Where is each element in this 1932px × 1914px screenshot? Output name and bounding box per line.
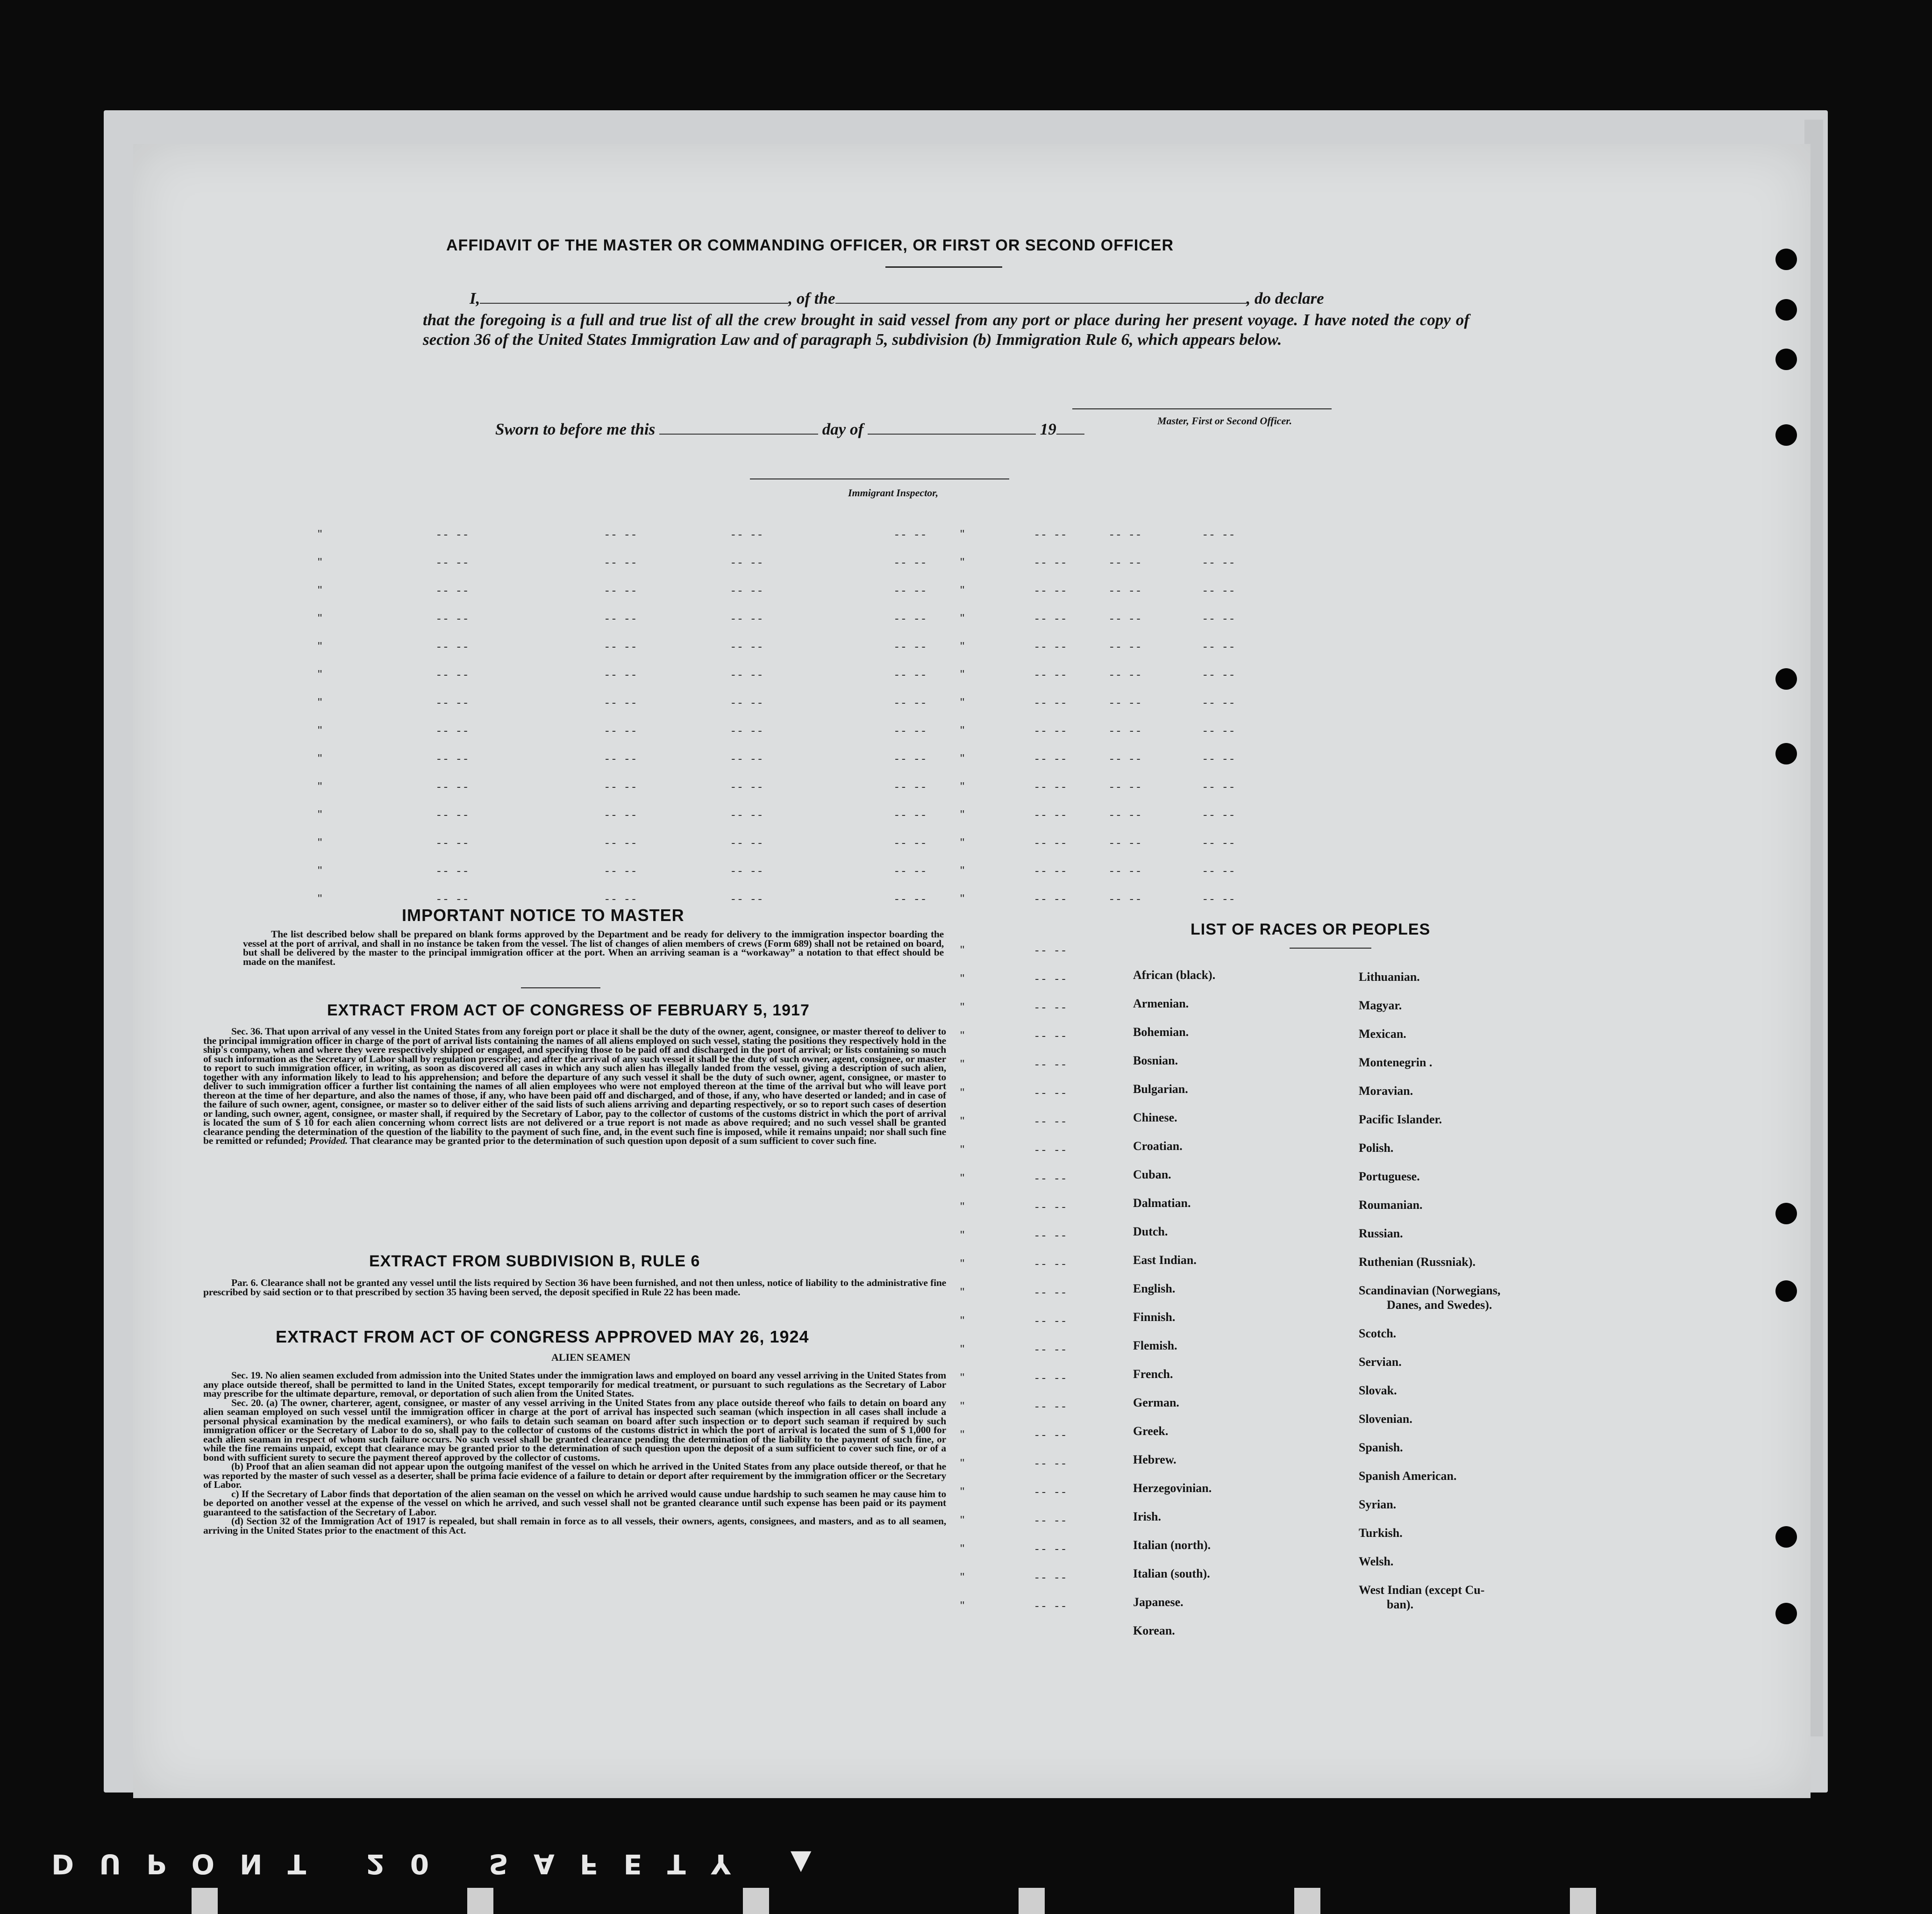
ditto-mark: " bbox=[960, 583, 968, 597]
race-item: African (black). bbox=[1133, 968, 1216, 982]
extract-1917-title: EXTRACT FROM ACT OF CONGRESS OF FEBRUARY 5, 1917 bbox=[327, 1001, 810, 1019]
ditto-mark: -- -- bbox=[1110, 667, 1143, 681]
race-item: Dutch. bbox=[1133, 1225, 1168, 1238]
race-item: Syrian. bbox=[1359, 1498, 1397, 1511]
ditto-mark: -- -- bbox=[1110, 723, 1143, 737]
ditto-mark: -- -- bbox=[1035, 1570, 1069, 1584]
alien-seamen-subtitle: ALIEN SEAMEN bbox=[551, 1351, 631, 1363]
race-item: Moravian. bbox=[1359, 1084, 1413, 1098]
notice-text-body: The list described below shall be prepared on blank forms approved by the Department and be ready for delivery to the immigration inspector boarding the vessel at the port of arrival, and shall in no instance be taken from the vessel. The list of changes of alien members of crews (Form 689) shall not be retained on board, but shall be delivered by the master to the principal immigration officer at the port. When an arriving seaman is a “workaway” a notation to that effect should be made on the manifest. bbox=[243, 928, 944, 967]
film-sprocket bbox=[1570, 1888, 1596, 1914]
affidavit-declare: , do declare bbox=[1246, 289, 1324, 307]
ditto-mark: -- -- bbox=[1035, 1114, 1069, 1128]
race-item: Polish. bbox=[1359, 1141, 1394, 1155]
ditto-mark: -- -- bbox=[1110, 527, 1143, 541]
ditto-mark: " bbox=[318, 779, 325, 793]
race-item: Welsh. bbox=[1359, 1555, 1394, 1568]
ditto-mark: -- -- bbox=[1035, 807, 1069, 821]
vessel-field[interactable] bbox=[835, 303, 1247, 304]
film-sprocket bbox=[743, 1888, 769, 1914]
ditto-mark: -- -- bbox=[895, 751, 928, 765]
ditto-mark: -- -- bbox=[437, 892, 471, 906]
ditto-mark: -- -- bbox=[437, 667, 471, 681]
extract-1924-text bbox=[203, 1371, 946, 1535]
ditto-mark: -- -- bbox=[1203, 723, 1237, 737]
ditto-mark: -- -- bbox=[1110, 836, 1143, 850]
ditto-mark: -- -- bbox=[1035, 864, 1069, 878]
ditto-mark: -- -- bbox=[731, 639, 765, 653]
year-prefix: 19 bbox=[1040, 420, 1056, 438]
punch-hole bbox=[1775, 299, 1797, 321]
notice-text bbox=[243, 930, 944, 966]
ditto-mark: -- -- bbox=[1035, 1143, 1069, 1157]
ditto-mark: " bbox=[960, 807, 968, 821]
par6-text: Clearance shall not be granted any vessel until the lists required by Section 36 have been furnished, and not then unless, notice of liability to the administrative fine prescribed by said section or to that prescribed by section 35 having been served, the deposit specified in Rule 22 has been made. bbox=[203, 1277, 946, 1298]
ditto-mark: -- -- bbox=[895, 667, 928, 681]
ditto-mark: -- -- bbox=[1035, 892, 1069, 906]
sec20d-text bbox=[203, 1517, 946, 1535]
ditto-mark: -- -- bbox=[1035, 1399, 1069, 1413]
race-item: Finnish. bbox=[1133, 1310, 1176, 1324]
ditto-mark: -- -- bbox=[437, 723, 471, 737]
ditto-mark: " bbox=[960, 1028, 968, 1043]
ditto-mark: -- -- bbox=[605, 836, 639, 850]
ditto-mark: -- -- bbox=[1035, 1342, 1069, 1356]
punch-hole bbox=[1775, 1603, 1797, 1624]
ditto-mark: -- -- bbox=[1110, 779, 1143, 793]
ditto-mark: -- -- bbox=[895, 695, 928, 709]
film-sprocket bbox=[1019, 1888, 1045, 1914]
ditto-mark: " bbox=[960, 1171, 968, 1185]
ditto-mark: " bbox=[960, 1513, 968, 1527]
race-item: English. bbox=[1133, 1282, 1176, 1295]
affidavit-title-rule bbox=[885, 266, 1002, 268]
ditto-mark: -- -- bbox=[1035, 555, 1069, 569]
ditto-mark: -- -- bbox=[1035, 639, 1069, 653]
ditto-mark: -- -- bbox=[1203, 583, 1237, 597]
ditto-mark: -- -- bbox=[895, 527, 928, 541]
race-item: Danes, and Swedes). bbox=[1387, 1298, 1492, 1312]
race-item: Flemish. bbox=[1133, 1339, 1177, 1352]
ditto-mark: -- -- bbox=[1035, 779, 1069, 793]
ditto-mark: " bbox=[960, 1000, 968, 1014]
ditto-mark: -- -- bbox=[731, 751, 765, 765]
race-item: Croatian. bbox=[1133, 1139, 1183, 1153]
ditto-mark: -- -- bbox=[1035, 1171, 1069, 1185]
ditto-mark: " bbox=[960, 611, 968, 625]
signature-line bbox=[1072, 408, 1332, 409]
ditto-mark: -- -- bbox=[605, 695, 639, 709]
ditto-mark: " bbox=[960, 1428, 968, 1442]
ditto-mark: -- -- bbox=[1035, 1228, 1069, 1242]
punch-hole bbox=[1775, 1526, 1797, 1548]
ditto-mark: -- -- bbox=[1203, 751, 1237, 765]
ditto-mark: " bbox=[960, 751, 968, 765]
ditto-mark: " bbox=[960, 779, 968, 793]
races-left-column bbox=[1133, 961, 1215, 1645]
ditto-mark: -- -- bbox=[895, 583, 928, 597]
extract-1917-text bbox=[203, 1027, 946, 1146]
ditto-mark: -- -- bbox=[1203, 836, 1237, 850]
ditto-mark: -- -- bbox=[1203, 611, 1237, 625]
ditto-mark: -- -- bbox=[895, 836, 928, 850]
ditto-mark: -- -- bbox=[1110, 639, 1143, 653]
ditto-mark: " bbox=[318, 751, 325, 765]
sec36-label: Sec. 36. bbox=[231, 1026, 263, 1037]
ditto-mark: -- -- bbox=[1110, 583, 1143, 597]
race-item: Chinese. bbox=[1133, 1111, 1177, 1124]
ditto-mark: " bbox=[960, 1485, 968, 1499]
sworn-day-field[interactable] bbox=[659, 434, 818, 435]
ditto-mark: -- -- bbox=[1203, 555, 1237, 569]
ditto-mark: -- -- bbox=[1203, 807, 1237, 821]
ditto-mark: -- -- bbox=[605, 611, 639, 625]
race-item: Bulgarian. bbox=[1133, 1082, 1188, 1096]
ditto-mark: " bbox=[960, 1086, 968, 1100]
race-item: Pacific Islander. bbox=[1359, 1113, 1442, 1126]
sec36-text-end: That clearance may be granted prior to the determination of such question upon deposit of a sum sufficient to cover such fine. bbox=[349, 1135, 877, 1146]
ditto-mark: -- -- bbox=[1110, 892, 1143, 906]
race-item: Irish. bbox=[1133, 1510, 1161, 1523]
notice-rule bbox=[521, 987, 600, 988]
ditto-mark: -- -- bbox=[895, 807, 928, 821]
ditto-mark: " bbox=[318, 836, 325, 850]
ditto-mark: " bbox=[960, 555, 968, 569]
subdivision-b-text bbox=[203, 1278, 946, 1297]
punch-hole bbox=[1775, 743, 1797, 764]
ditto-mark: -- -- bbox=[1203, 779, 1237, 793]
ditto-mark: -- -- bbox=[1035, 751, 1069, 765]
ditto-mark: -- -- bbox=[1035, 1200, 1069, 1214]
ditto-mark: -- -- bbox=[1035, 695, 1069, 709]
race-item: West Indian (except Cu- bbox=[1359, 1583, 1485, 1597]
race-item: Roumanian. bbox=[1359, 1198, 1423, 1212]
race-item: Spanish. bbox=[1359, 1441, 1403, 1454]
race-item: Armenian. bbox=[1133, 997, 1189, 1010]
ditto-mark: " bbox=[318, 583, 325, 597]
sec20b-text bbox=[203, 1462, 946, 1490]
race-item: Magyar. bbox=[1359, 999, 1402, 1012]
ditto-mark: " bbox=[960, 639, 968, 653]
race-item: Scotch. bbox=[1359, 1327, 1397, 1340]
ditto-mark: -- -- bbox=[1035, 611, 1069, 625]
ditto-mark: -- -- bbox=[1110, 611, 1143, 625]
ditto-mark: -- -- bbox=[1035, 1086, 1069, 1100]
ditto-mark: " bbox=[960, 1285, 968, 1299]
sec19-text bbox=[203, 1371, 946, 1399]
affidavit-body: that the foregoing is a full and true list of all the crew brought in said vessel from any port or place during her present voyage. I have noted the copy of section 36 of the United States Immigration Law and of paragraph 5, subdivision (b) Immigration Rule 6, which appears below. bbox=[423, 311, 1469, 349]
ditto-mark: -- -- bbox=[605, 779, 639, 793]
ditto-mark: -- -- bbox=[731, 807, 765, 821]
ditto-mark: -- -- bbox=[1035, 723, 1069, 737]
ditto-mark: " bbox=[960, 695, 968, 709]
sec20d-body: (d) Section 32 of the Immigration Act of 1917 is repealed, but shall remain in force as to all vessels, their owners, agents, consignees, and masters, and as to all seamen, arriving in the United States prior to the enactment of this Act. bbox=[203, 1515, 946, 1536]
ditto-mark: -- -- bbox=[437, 583, 471, 597]
ditto-mark: -- -- bbox=[731, 723, 765, 737]
ditto-mark: -- -- bbox=[895, 864, 928, 878]
races-title: LIST OF RACES OR PEOPLES bbox=[1191, 921, 1431, 938]
ditto-mark: -- -- bbox=[1035, 1257, 1069, 1271]
ditto-mark: " bbox=[960, 971, 968, 986]
ditto-mark: -- -- bbox=[1110, 751, 1143, 765]
ditto-mark: -- -- bbox=[605, 555, 639, 569]
ditto-mark: " bbox=[960, 1456, 968, 1470]
sworn-line bbox=[495, 420, 1084, 439]
inspector-label: Immigrant Inspector, bbox=[848, 487, 939, 499]
race-item: Slovak. bbox=[1359, 1384, 1397, 1397]
ditto-mark: " bbox=[318, 892, 325, 906]
ditto-mark: -- -- bbox=[605, 892, 639, 906]
ditto-mark: -- -- bbox=[1035, 667, 1069, 681]
punch-hole bbox=[1775, 424, 1797, 446]
ditto-mark: -- -- bbox=[1203, 695, 1237, 709]
ditto-mark: -- -- bbox=[1110, 695, 1143, 709]
ditto-mark: -- -- bbox=[605, 583, 639, 597]
ditto-mark: -- -- bbox=[1035, 1314, 1069, 1328]
ditto-mark: -- -- bbox=[895, 639, 928, 653]
ditto-mark: " bbox=[318, 807, 325, 821]
ditto-mark: " bbox=[960, 1342, 968, 1356]
race-item: Mexican. bbox=[1359, 1027, 1406, 1041]
ditto-mark: -- -- bbox=[437, 611, 471, 625]
ditto-mark: -- -- bbox=[895, 892, 928, 906]
ditto-mark: -- -- bbox=[731, 611, 765, 625]
notice-title: IMPORTANT NOTICE TO MASTER bbox=[402, 906, 684, 925]
ditto-mark: " bbox=[960, 1542, 968, 1556]
film-sprocket bbox=[192, 1888, 218, 1914]
ditto-mark: " bbox=[960, 1599, 968, 1613]
ditto-mark: -- -- bbox=[437, 527, 471, 541]
document-page bbox=[133, 144, 1811, 1798]
ditto-mark: " bbox=[318, 723, 325, 737]
ditto-mark: -- -- bbox=[437, 836, 471, 850]
ditto-mark: " bbox=[960, 1314, 968, 1328]
sec36-text: That upon arrival of any vessel in the United States from any foreign port or place it shall be the duty of the owner, agent, consignee, or master thereof to deliver to the principal immigration officer in charge of the port of arrival lists containing the names of all aliens employed on such vessel, stating the positions they respectively hold in the ship's company, when and where they were respectively shipped or engaged, and specifying those to be paid off and discharged in the port of arrival; or lists containing so much of such information as the Secretary of Labor shall by regulation prescribe; and after the arrival of any such vessel it shall be the duty of such owner, agent, consignee, or master to report to such immigration officer, in writing, as soon as discovered all cases in which any such alien has illegally landed from the vessel, giving a description of such alien, together with any information likely to lead to his apprehension; and before the departure of any such vessel it shall be the duty of such owner, agent, consignee, or master to deliver to such immigration officer a further list containing the names of all alien employees who were not employed thereon at the time of the arrival but who will leave port thereon at the time of her departure, and also the names of those, if any, who have been paid off and discharged, and of those, if any, who have deserted or landed; and in case of the failure of such owner, agent, consignee, or master so to deliver either of the said lists of such aliens arriving and departing respectively, or so to report such cases of desertion or landing, such owner, agent, consignee, or master shall, if required by the Secretary of Labor, pay to the collector of customs of the customs district in which the port of arrival is located the sum of $ 10 for each alien concerning whom correct lists are not delivered or a true report is not made as above required; and no such vessel shall be granted clearance pending the determination of the question of the liability to the payment of such fine, and, in the event such fine is imposed, while it remains unpaid; nor shall such fine be remitted or refunded; bbox=[203, 1026, 946, 1146]
ditto-mark: " bbox=[960, 723, 968, 737]
ditto-mark: -- -- bbox=[731, 779, 765, 793]
ditto-mark: " bbox=[960, 1228, 968, 1242]
ditto-mark: " bbox=[960, 943, 968, 957]
ditto-mark: -- -- bbox=[605, 667, 639, 681]
ditto-mark: -- -- bbox=[731, 864, 765, 878]
ditto-mark: -- -- bbox=[895, 611, 928, 625]
race-item: Italian (south). bbox=[1133, 1567, 1210, 1580]
sworn-text: Sworn to before me this bbox=[495, 420, 656, 438]
ditto-mark: -- -- bbox=[437, 695, 471, 709]
ditto-mark: " bbox=[960, 527, 968, 541]
ditto-mark: -- -- bbox=[437, 864, 471, 878]
ditto-mark: -- -- bbox=[605, 807, 639, 821]
ditto-mark: -- -- bbox=[437, 751, 471, 765]
ditto-mark: -- -- bbox=[731, 555, 765, 569]
race-item: Bosnian. bbox=[1133, 1054, 1178, 1067]
ditto-mark: -- -- bbox=[1203, 864, 1237, 878]
ditto-mark: -- -- bbox=[1203, 667, 1237, 681]
ditto-mark: -- -- bbox=[605, 751, 639, 765]
race-item: Bohemian. bbox=[1133, 1025, 1189, 1039]
ditto-mark: -- -- bbox=[1035, 583, 1069, 597]
ditto-mark: " bbox=[960, 864, 968, 878]
ditto-mark: " bbox=[960, 1200, 968, 1214]
ditto-mark: " bbox=[318, 864, 325, 878]
ditto-mark: -- -- bbox=[1035, 1599, 1069, 1613]
ditto-mark: -- -- bbox=[605, 527, 639, 541]
day-of-text: day of bbox=[822, 420, 864, 438]
ditto-mark: -- -- bbox=[1203, 892, 1237, 906]
ditto-mark: -- -- bbox=[605, 723, 639, 737]
race-item: Montenegrin . bbox=[1359, 1056, 1433, 1069]
ditto-mark: -- -- bbox=[1035, 1057, 1069, 1071]
ditto-mark: -- -- bbox=[731, 836, 765, 850]
name-field[interactable] bbox=[480, 303, 788, 304]
ditto-mark: -- -- bbox=[1035, 1542, 1069, 1556]
ditto-mark: " bbox=[960, 836, 968, 850]
race-item: Spanish American. bbox=[1359, 1469, 1457, 1483]
ditto-mark: -- -- bbox=[1035, 1513, 1069, 1527]
ditto-mark: -- -- bbox=[895, 779, 928, 793]
affidavit-line-1 bbox=[456, 289, 1474, 308]
ditto-mark: -- -- bbox=[731, 892, 765, 906]
ditto-mark: " bbox=[960, 1057, 968, 1071]
race-item: Cuban. bbox=[1133, 1168, 1171, 1181]
ditto-mark: " bbox=[960, 667, 968, 681]
ditto-mark: " bbox=[318, 527, 325, 541]
race-item: French. bbox=[1133, 1367, 1173, 1381]
race-item: Greek. bbox=[1133, 1424, 1169, 1438]
ditto-mark: " bbox=[960, 892, 968, 906]
race-item: Servian. bbox=[1359, 1355, 1402, 1369]
ditto-mark: -- -- bbox=[1035, 527, 1069, 541]
ditto-mark: -- -- bbox=[437, 639, 471, 653]
ditto-mark: -- -- bbox=[437, 555, 471, 569]
race-item: Portuguese. bbox=[1359, 1170, 1420, 1183]
ditto-mark: -- -- bbox=[1035, 943, 1069, 957]
sec20a-body: Sec. 20. (a) The owner, charterer, agent, consignee, or master of any vessel arriving in the United States from any place outside thereof who fails to detain on board any alien seaman employed on such vessel until the immigration officer in charge at the port of arrival has inspected such seaman (which inspection in all cases shall include a personal physical examination by the medical examiners), or who fails to detain such seaman on board after such inspection or to deport such seaman if required by such immigration officer or the Secretary of Labor to do so, shall pay to the collector of customs of the customs district in which the port of arrival is located the sum of $ 1,000 for each alien seaman in respect of whom such failure occurs. No such vessel shall be granted clearance pending the determination of the liability to the payment of such fine, or while the fine remains unpaid, except that clearance may be granted prior to the determination of such question upon the deposit of a sum sufficient to cover such fine, or of a bond with sufficient surety to secure the payment thereof approved by the collector of customs. bbox=[203, 1397, 946, 1463]
race-item: Slovenian. bbox=[1359, 1412, 1412, 1426]
extract-1924-title: EXTRACT FROM ACT OF CONGRESS APPROVED MAY 26, 1924 bbox=[276, 1327, 809, 1346]
ditto-mark: -- -- bbox=[731, 583, 765, 597]
par6-label: Par. 6. bbox=[231, 1277, 258, 1288]
ditto-mark: " bbox=[960, 1114, 968, 1128]
race-item: Russian. bbox=[1359, 1227, 1403, 1240]
ditto-mark: -- -- bbox=[731, 527, 765, 541]
affidavit-i: I, bbox=[470, 289, 480, 307]
ditto-mark: -- -- bbox=[1035, 1000, 1069, 1014]
sec20b-body: (b) Proof that an alien seaman did not appear upon the outgoing manifest of the vessel on which he arrived in the United States from any place outside thereof, or that he was reported by the master of such vessel as a deserter, shall be prima facie evidence of a failure to detain or deport after requirement by the immigration officer or the Secretary of Labor. bbox=[203, 1461, 946, 1490]
film-sprocket bbox=[467, 1888, 493, 1914]
ditto-mark: -- -- bbox=[437, 779, 471, 793]
punch-hole bbox=[1775, 249, 1797, 270]
race-item: Dalmatian. bbox=[1133, 1196, 1191, 1210]
ditto-mark: -- -- bbox=[1035, 1028, 1069, 1043]
ditto-mark: " bbox=[318, 667, 325, 681]
ditto-mark: " bbox=[960, 1570, 968, 1584]
sec20c-body: c) If the Secretary of Labor finds that deportation of the alien seaman on the vessel on which he arrived would cause undue hardship to such seamen he may cause him to be deported on another vessel at the expense of the vessel on which he arrived, and such vessel shall not be granted clearance until such expense has been paid or its payment guaranteed to the satisfaction of the Secretary of Labor. bbox=[203, 1488, 946, 1518]
punch-hole bbox=[1775, 1203, 1797, 1224]
affidavit-of-the: , of the bbox=[788, 289, 835, 307]
sec20a-text bbox=[203, 1399, 946, 1463]
race-item: Hebrew. bbox=[1133, 1453, 1176, 1466]
sworn-month-field[interactable] bbox=[868, 434, 1036, 435]
ditto-mark: -- -- bbox=[1110, 555, 1143, 569]
race-item: East Indian. bbox=[1133, 1253, 1197, 1267]
ditto-mark: -- -- bbox=[437, 807, 471, 821]
punch-hole bbox=[1775, 668, 1797, 690]
signature-label: Master, First or Second Officer. bbox=[1157, 415, 1292, 427]
race-item: Italian (north). bbox=[1133, 1538, 1211, 1552]
ditto-mark: " bbox=[960, 1399, 968, 1413]
races-right-column bbox=[1359, 963, 1500, 1619]
ditto-mark: -- -- bbox=[1203, 527, 1237, 541]
ditto-mark: " bbox=[318, 639, 325, 653]
ditto-mark: -- -- bbox=[1035, 836, 1069, 850]
race-item: German. bbox=[1133, 1396, 1179, 1409]
affidavit-title: AFFIDAVIT OF THE MASTER OR COMMANDING OFFICER, OR FIRST OR SECOND OFFICER bbox=[446, 236, 1174, 254]
ditto-mark: " bbox=[960, 1257, 968, 1271]
ditto-mark: " bbox=[318, 611, 325, 625]
punch-hole bbox=[1775, 1280, 1797, 1302]
ditto-mark: " bbox=[960, 1371, 968, 1385]
ditto-mark: -- -- bbox=[895, 723, 928, 737]
ditto-mark: -- -- bbox=[605, 639, 639, 653]
ditto-mark: -- -- bbox=[1035, 1456, 1069, 1470]
ditto-mark: -- -- bbox=[1035, 1485, 1069, 1499]
race-item: Lithuanian. bbox=[1359, 970, 1420, 984]
provided-word: Provided. bbox=[309, 1135, 348, 1146]
subdivision-b-title: EXTRACT FROM SUBDIVISION B, RULE 6 bbox=[369, 1252, 700, 1270]
ditto-mark: -- -- bbox=[1110, 864, 1143, 878]
race-item: ban). bbox=[1387, 1598, 1414, 1611]
ditto-mark: " bbox=[960, 1143, 968, 1157]
ditto-mark: -- -- bbox=[1110, 807, 1143, 821]
ditto-mark: " bbox=[318, 695, 325, 709]
sec19-body: Sec. 19. No alien seamen excluded from admission into the United States under the immigration laws and employed on board any vessel arriving in the United States from any place outside thereof, shall be permitted to land in the United States, except temporarily for medical treatment, or pursuant to such regulations as the Secretary of Labor may prescribe for the ultimate departure, removal, or deportation of such alien from the United States. bbox=[203, 1370, 946, 1399]
race-item: Japanese. bbox=[1133, 1595, 1183, 1609]
race-item: Korean. bbox=[1133, 1624, 1175, 1637]
races-title-rule bbox=[1290, 948, 1371, 949]
film-edge-text: DUPONT 20 SAFETY ▲ bbox=[51, 1848, 837, 1880]
ditto-mark: -- -- bbox=[731, 695, 765, 709]
ditto-mark: -- -- bbox=[1035, 971, 1069, 986]
inspector-line bbox=[750, 478, 1009, 479]
ditto-mark: -- -- bbox=[731, 667, 765, 681]
ditto-mark: -- -- bbox=[1035, 1428, 1069, 1442]
punch-hole bbox=[1775, 349, 1797, 370]
race-item: Ruthenian (Russniak). bbox=[1359, 1255, 1476, 1269]
race-item: Turkish. bbox=[1359, 1526, 1403, 1540]
sec20c-text bbox=[203, 1490, 946, 1517]
ditto-mark: -- -- bbox=[1035, 1371, 1069, 1385]
film-sprocket bbox=[1294, 1888, 1320, 1914]
sworn-year-field[interactable] bbox=[1056, 434, 1084, 435]
ditto-mark: -- -- bbox=[605, 864, 639, 878]
ditto-mark: -- -- bbox=[1203, 639, 1237, 653]
race-item: Herzegovinian. bbox=[1133, 1481, 1212, 1495]
race-item: Scandinavian (Norwegians, bbox=[1359, 1284, 1501, 1297]
ditto-mark: -- -- bbox=[1035, 1285, 1069, 1299]
ditto-mark: -- -- bbox=[895, 555, 928, 569]
ditto-mark: " bbox=[318, 555, 325, 569]
